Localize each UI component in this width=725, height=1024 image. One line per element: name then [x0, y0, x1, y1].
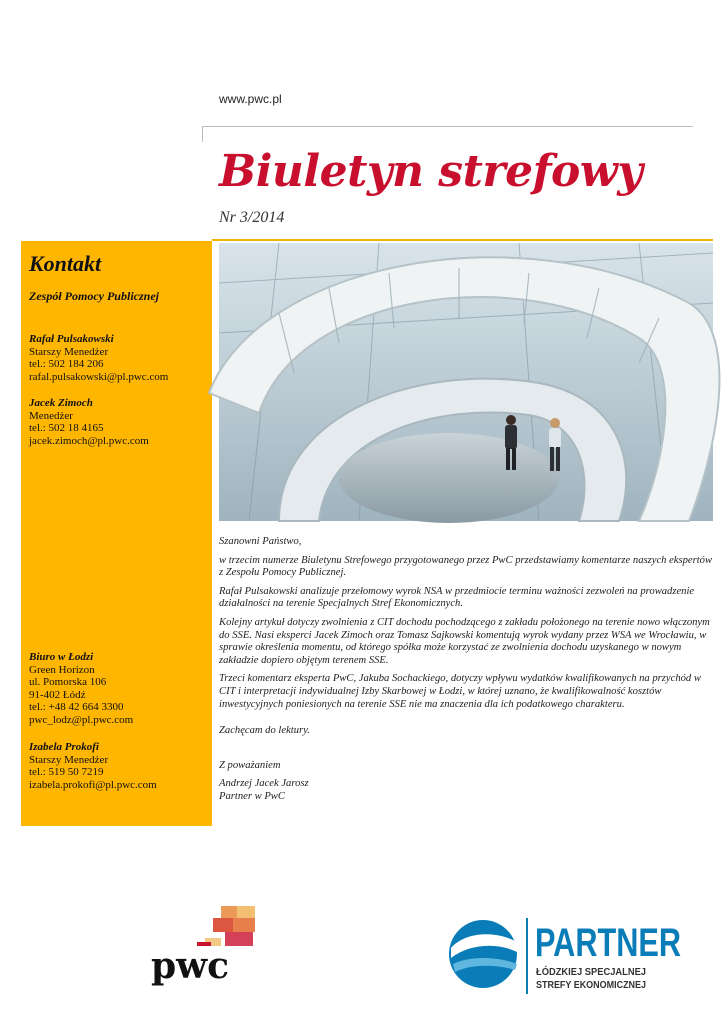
contact-phone[interactable]: tel.: 502 184 206	[29, 358, 104, 370]
office-phone[interactable]: tel.: +48 42 664 3300	[29, 701, 124, 713]
partner-line-1: ŁÓDZKIEJ SPECJALNEJ	[536, 967, 654, 978]
office-street: ul. Pomorska 106	[29, 676, 107, 688]
letter-closing: Zachęcam do lektury.	[219, 725, 310, 737]
contact-email[interactable]: jacek.zimoch@pl.pwc.com	[29, 434, 149, 447]
office-email[interactable]: pwc_lodz@pl.pwc.com	[29, 713, 134, 726]
letter-paragraph: Rafał Pulsakowski analizuje przełomowy wyrok NSA w przedmiocie terminu ważności zezwoleń na prowadzenie działalności na terenie Specjalnych Stref Ekonomicznych.	[219, 585, 695, 610]
top-divider-tick	[202, 126, 203, 142]
contact-email[interactable]: rafal.pulsakowski@pl.pwc.com	[29, 370, 169, 383]
issue-divider	[212, 239, 713, 241]
partner-lsse-logo	[445, 912, 685, 1002]
pwc-wordmark: pwc	[151, 945, 230, 987]
letter-paragraph: Trzeci komentarz eksperta PwC, Jakuba Sochackiego, dotyczy wpływu wydatków kwalifikowanych na przychód w CIT i interpretacji indywidualnej Izby Skarbowej w Łodzi, w której uznano, że kwalifikowalność kosztów inwestycyjnych poniesionych na terenie SSE nie ma znaczenia dla ich podatkowego charakteru.	[219, 673, 701, 710]
office-city: 91-402 Łódź	[29, 688, 86, 701]
partner-logo-mark	[445, 912, 685, 1002]
contact-card	[29, 397, 209, 447]
contact-name: Rafał Pulsakowski	[29, 333, 114, 345]
issue-number: Nr 3/2014	[219, 209, 285, 226]
pwc-logo-mark	[145, 906, 265, 996]
top-divider	[202, 126, 693, 127]
letter-signer-role: Partner w PwC	[219, 790, 285, 802]
contact-card	[29, 651, 209, 726]
contact-name: Jacek Zimoch	[29, 397, 93, 409]
contact-role: Starszy Menedżer	[29, 753, 109, 766]
letter-signer: Andrzej Jacek Jarosz	[219, 778, 309, 790]
staircase-illustration	[219, 243, 713, 521]
contact-name: Izabela Prokofi	[29, 741, 99, 753]
office-name: Biuro w Łodzi	[29, 651, 94, 663]
contact-role: Starszy Menedżer	[29, 345, 109, 358]
pwc-logo	[145, 906, 265, 996]
partner-wordmark: PARTNER	[535, 921, 682, 965]
editorial-letter	[219, 536, 713, 804]
partner-line-2: STREFY EKONOMICZNEJ	[536, 980, 646, 991]
letter-greeting: Szanowni Państwo,	[219, 536, 302, 547]
contact-phone[interactable]: tel.: 502 18 4165	[29, 422, 104, 434]
contact-phone[interactable]: tel.: 519 50 7219	[29, 766, 104, 778]
cover-photo-spiral-staircase	[219, 243, 713, 521]
letter-paragraph: w trzecim numerze Biuletynu Strefowego przygotowanego przez PwC przedstawiamy komentarze naszych ekspertów z Zespołu Pomocy Publicznej.	[219, 554, 713, 579]
website-url[interactable]: www.pwc.pl	[219, 92, 282, 106]
letter-paragraph: Kolejny artykuł dotyczy zwolnienia z CIT dochodu pochodzącego z zakładu położonego na terenie nowo włączonym do SSE. Nasi eksperci Jacek Zimoch oraz Tomasz Sajkowski komentują wyrok wydany przez WSA we Wrocławiu, w sprawie określenia momentu, od którego spółka może korzystać ze zwolnienia dochodu uzyskanego w nowym zakładzie dopiero objętym terenem SSE.	[219, 616, 710, 666]
newsletter-title: Biuletyn strefowy	[219, 146, 643, 197]
contact-card	[29, 741, 209, 791]
contact-card	[29, 333, 209, 383]
letter-regards: Z poważaniem	[219, 759, 281, 771]
contact-heading: Kontakt	[29, 251, 102, 276]
contact-role: Menedżer	[29, 409, 73, 422]
contact-sidebar	[21, 241, 212, 826]
office-building: Green Horizon	[29, 663, 95, 676]
contact-email[interactable]: izabela.prokofi@pl.pwc.com	[29, 778, 157, 791]
team-name: Zespół Pomocy Publicznej	[29, 289, 159, 303]
